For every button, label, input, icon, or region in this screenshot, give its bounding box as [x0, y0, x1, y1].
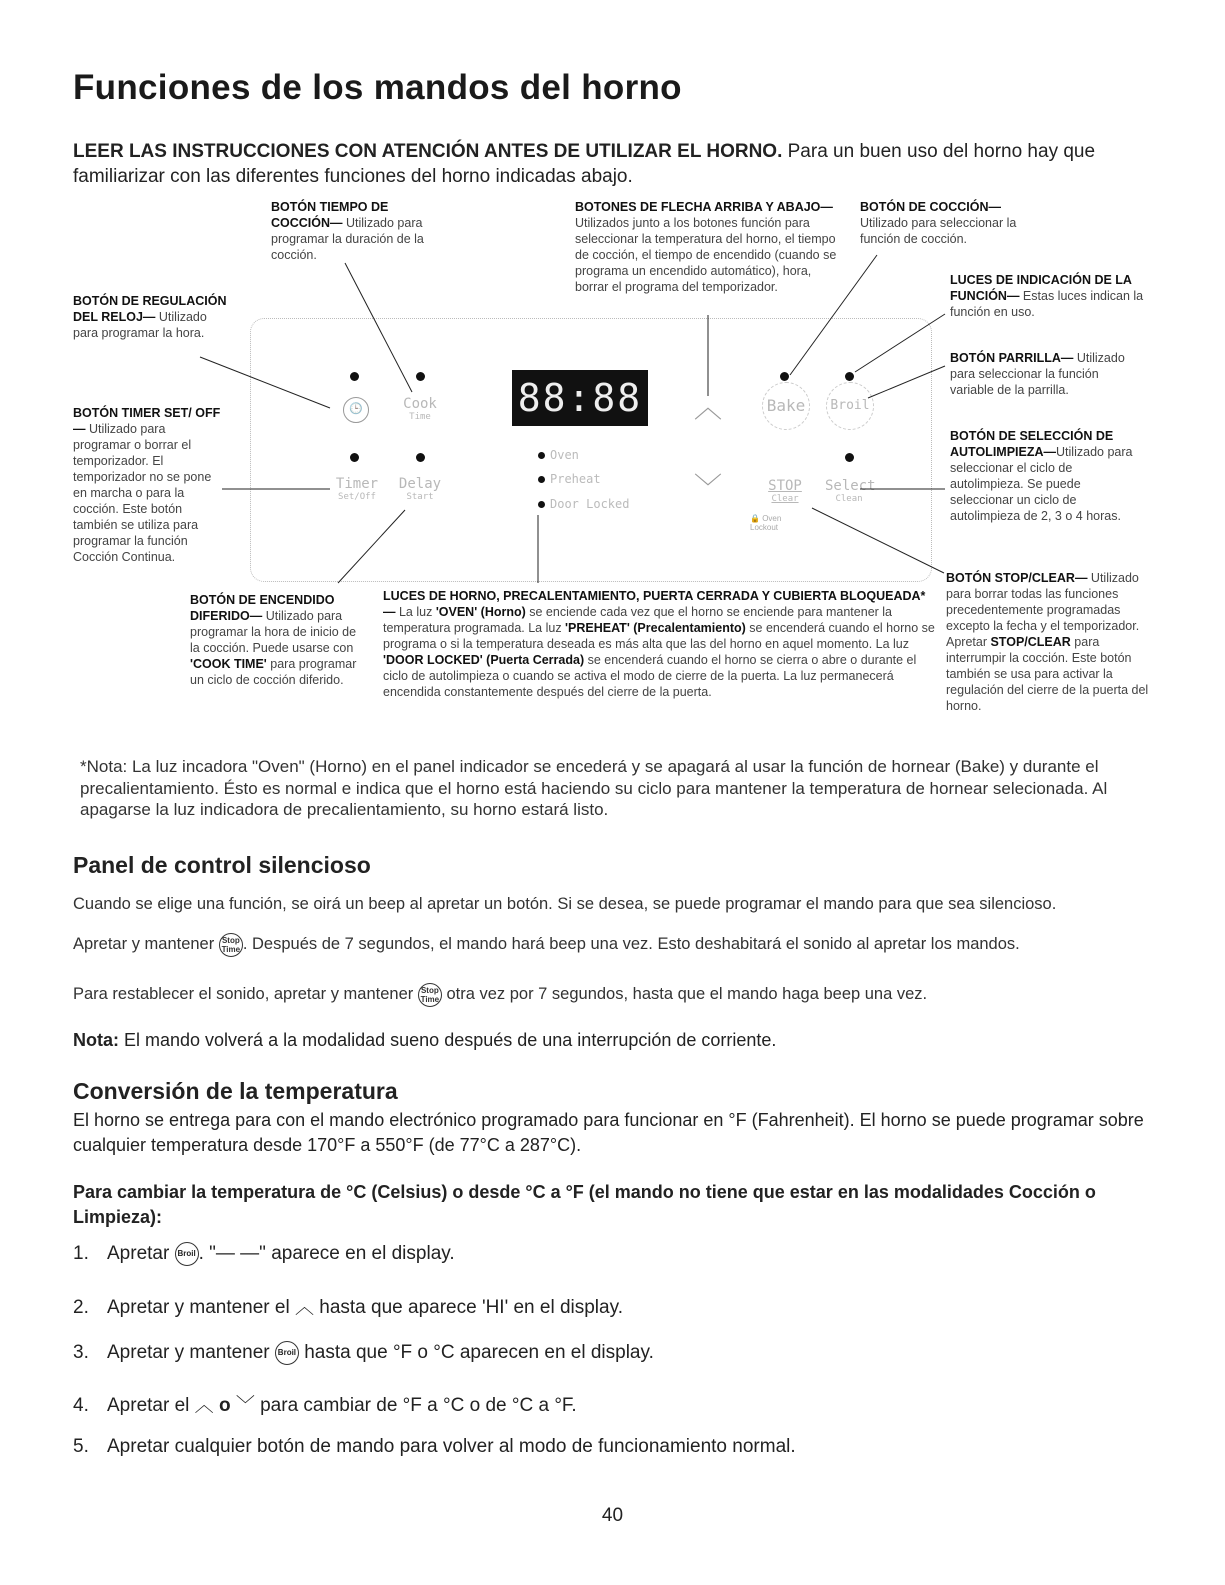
page-number: 40	[601, 1505, 624, 1526]
select-clean-button[interactable]: Select Clean	[825, 478, 876, 504]
lock-icon: 🔒	[750, 514, 760, 523]
step-4: 4. Apretar el ︿ o ﹀ para cambiar de °F a °C o de °C a °F.	[73, 1395, 577, 1416]
conversion-instructions: Para cambiar la temperatura de °C (Celsius) o desde °C a °F (el mando no tiene que estar en las modalidades Cocción o Limpieza):	[73, 1182, 1096, 1227]
note-paragraph: *Nota: La luz incadora "Oven" (Horno) en el panel indicador se encederá y se apagará al usar la función de hornear (Bake) y durante el precalientamiento. Ésto es normal e indica que el horno está haciendo su ciclo para mantener la temperatura de hornear selecionada. Al apagarse la luz indicadora de precalientamiento, su horno estará listo.	[80, 757, 1108, 819]
up-arrow-icon: ︿	[194, 1395, 219, 1416]
label-bake: BOTÓN DE COCCIÓN— Utilizado para seleccionar la función de cocción.	[860, 200, 1017, 246]
clock-icon[interactable]: 🕒	[343, 397, 369, 423]
page-title: Funciones de los mandos del horno	[73, 68, 682, 107]
up-arrow-icon: ︿	[294, 1297, 320, 1318]
label-clock: BOTÓN DE REGULACIÓN DEL RELOJ— Utilizado para programar la hora.	[73, 294, 227, 340]
stop-time-button: Stop Time	[219, 933, 243, 957]
step-5: 5. Apretar cualquier botón de mando para volver al modo de funcionamiento normal.	[73, 1436, 796, 1457]
digital-display: 88:88	[512, 370, 648, 426]
label-broil: BOTÓN PARRILLA— Utilizado para seleccionar la función variable de la parrilla.	[950, 351, 1125, 397]
conversion-paragraph: El horno se entrega para con el mando electrónico programado para funcionar en °F (Fahrenheit). El horno se puede programar sobre cualquier temperatura desde 170°F a 550°F (de 77°C a 287°C).	[73, 1110, 1144, 1155]
up-arrow-button[interactable]: ︿	[694, 392, 723, 423]
bake-button[interactable]: Bake	[762, 382, 810, 430]
silent-step-1: Apretar y mantener Stop Time . Después de 7 segundos, el mando hará beep una vez. Esto deshabitará el sonido al apretar los mandos.	[73, 932, 1163, 957]
label-stop-clear: BOTÓN STOP/CLEAR— Utilizado para borrar todas las funciones precedentemente programadas excepto la fecha y el temporizador. Apretar STOP/CLEAR para interrumpir la cocción. Este botón también se usa para activar la regulación del cierre de la puerta del horno.	[946, 571, 1149, 713]
broil-button-icon: Broil	[175, 1242, 199, 1266]
heading-silent: Panel de control silencioso	[73, 852, 371, 878]
step-2: 2. Apretar y mantener el ︿ hasta que aparece 'HI' en el display.	[73, 1297, 623, 1318]
stop-time-button: Stop Time	[418, 983, 442, 1007]
label-timer: BOTÓN TIMER SET/ OFF — Utilizado para programar o borrar el temporizador. El temporizador no se pone en marcha o para la cocción. Este botón también se utiliza para programar la función Cocción Continua.	[73, 406, 221, 564]
timer-button[interactable]: Timer Set/Off	[335, 476, 379, 502]
down-arrow-icon: ﹀	[230, 1395, 261, 1416]
label-function-lights: LUCES DE INDICACIÓN DE LA FUNCIÓN— Estas luces indican la función en uso.	[950, 273, 1144, 319]
down-arrow-button[interactable]: ﹀	[694, 472, 723, 503]
silent-step-2: Para restablecer el sonido, apretar y mantener Stop Time otra vez por 7 segundos, hasta que el mando haga beep una vez.	[73, 982, 1163, 1007]
label-arrows: BOTONES DE FLECHA ARRIBA Y ABAJO— Utilizados junto a los botones función para seleccionar la temperatura del horno, el tiempo de cocción, el tiempo de encendido (cuando se programa un encendido automático), hora, borrar el programa del temporizador.	[575, 200, 837, 294]
stop-clear-button[interactable]: STOP Clear	[768, 478, 802, 504]
step-1: 1. Apretar Broil . "— —" aparece en el display.	[73, 1243, 455, 1265]
label-cook-time: BOTÓN TIEMPO DE COCCIÓN— Utilizado para programar la duración de la cocción.	[271, 200, 424, 262]
label-oven-lights: LUCES DE HORNO, PRECALENTAMIENTO, PUERTA CERRADA Y CUBIERTA BLOQUEADA* — La luz 'OVEN' (Horno) se enciende cada vez que el horno se enciende para mantener la temperatura programada. La luz 'PREHEAT' (Precalentamiento) se encenderá cuando el horno se programa o si la temperatura deseada es más alta que las del horno en aquel momento. La luz 'DOOR LOCKED' (Puerta Cerrada) se encenderá cuando el horno se cierra o abre o durante el ciclo de autolimpieza o cuando se activa el modo de cierre de la puerta. La luz permanecerá encendida constantemente después del cierre de la puerta.	[383, 589, 935, 699]
step-3: 3. Apretar y mantener Broil hasta que °F o °C aparecen en el display.	[73, 1342, 654, 1364]
cook-time-button[interactable]: Cook Time	[403, 396, 437, 422]
silent-paragraph: Cuando se elige una función, se oirá un beep al apretar un botón. Si se desea, se puede programar el mando para que sea silencioso.	[73, 895, 1057, 913]
intro-paragraph: LEER LAS INSTRUCCIONES CON ATENCIÓN ANTES DE UTILIZAR EL HORNO. Para un buen uso del horno hay que familiarizar con las diferentes funciones del horno indicadas abajo.	[73, 141, 1096, 187]
label-delay: BOTÓN DE ENCENDIDO DIFERIDO— Utilizado para programar la hora de inicio de la cocción. Puede usarse con 'COOK TIME' para programar un ciclo de cocción diferido.	[190, 593, 357, 687]
oven-lockout-indicator: 🔒 Oven Lockout	[750, 514, 782, 532]
broil-button[interactable]: Broil	[826, 382, 874, 430]
broil-button-icon: Broil	[275, 1341, 299, 1365]
label-self-clean: BOTÓN DE SELECCIÓN DE AUTOLIMPIEZA—Utilizado para seleccionar el ciclo de autolimpieza. Se puede seleccionar un ciclo de autolimpieza de 2, 3 o 4 horas.	[950, 429, 1133, 523]
delay-start-button[interactable]: Delay Start	[398, 476, 442, 502]
heading-conversion: Conversión de la temperatura	[73, 1078, 398, 1104]
silent-note: Nota: El mando volverá a la modalidad sueno después de una interrupción de corriente.	[73, 1030, 777, 1050]
